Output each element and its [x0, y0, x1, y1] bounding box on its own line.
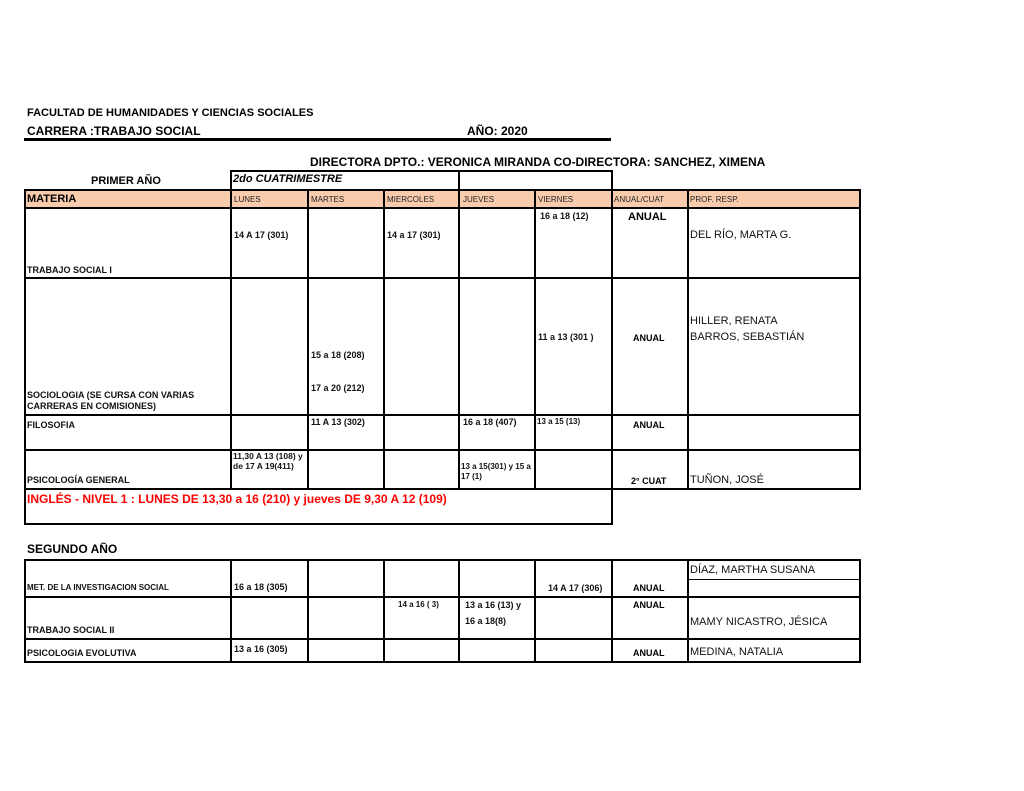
grid-h: [24, 207, 861, 209]
term-box-left: [230, 170, 232, 190]
row-subject-met-investigacion: MET. DE LA INVESTIGACION SOCIAL: [27, 583, 169, 592]
cell-jueves: 13 a 16 (13) y: [465, 600, 522, 610]
term-box-top: [230, 170, 613, 172]
grid-v: [859, 189, 861, 490]
grid-v: [534, 559, 536, 663]
grid-v: [230, 189, 232, 490]
cell-jueves: 16 a 18(8): [465, 616, 507, 626]
cell-martes: 15 a 18 (208): [311, 350, 365, 360]
cell-prof: MAMY NICASTRO, JÉSICA: [690, 616, 828, 628]
grid-v: [307, 559, 309, 663]
term-box-mid: [458, 170, 460, 190]
grid-h: [24, 523, 613, 525]
row-subject-psicologia-evolutiva: PSICOLOGIA EVOLUTIVA: [27, 648, 137, 658]
grid-v: [687, 189, 689, 490]
grid-v: [383, 559, 385, 663]
term-box-right: [611, 170, 613, 190]
grid-v: [383, 189, 385, 490]
cell-miercoles: 14 a 17 (301): [387, 230, 441, 240]
cell-martes: 17 a 20 (212): [311, 383, 365, 393]
row-subject-filosofia: FILOSOFIA: [27, 420, 75, 430]
grid-h: [24, 559, 861, 561]
grid-h: [24, 414, 861, 416]
cell-anual: ANUAL: [633, 648, 665, 658]
grid-v: [458, 559, 460, 663]
cell-viernes: 11 a 13 (301 ): [538, 332, 594, 342]
grid-v: [611, 559, 613, 663]
cell-anual: ANUAL: [633, 420, 665, 430]
grid-h: [24, 449, 861, 451]
cell-viernes: 16 a 18 (12): [540, 211, 589, 221]
directors-line: DIRECTORA DPTO.: VERONICA MIRANDA CO-DIRECTORA: SANCHEZ, XIMENA: [310, 155, 766, 169]
cell-lunes: 13 a 16 (305): [234, 644, 288, 654]
cell-miercoles: 14 a 16 ( 3): [398, 600, 439, 609]
row-subject-trabajo-social-1: TRABAJO SOCIAL I: [27, 265, 112, 275]
faculty-title: FACULTAD DE HUMANIDADES Y CIENCIAS SOCIALES: [27, 107, 314, 119]
first-year-label: PRIMER AÑO: [91, 175, 161, 187]
second-year-label: SEGUNDO AÑO: [27, 542, 118, 556]
grid-v: [859, 559, 861, 663]
cell-prof: BARROS, SEBASTIÁN: [690, 331, 805, 343]
cell-martes: 11 A 13 (302): [311, 417, 365, 427]
grid-h: [24, 488, 861, 490]
grid-h: [24, 189, 861, 191]
cell-jueves: 16 a 18 (407): [463, 417, 517, 427]
grid-v: [24, 189, 26, 525]
col-viernes: VIERNES: [538, 195, 574, 204]
cell-viernes: 13 a 15 (13): [537, 417, 581, 426]
cell-anual: ANUAL: [633, 333, 665, 343]
grid-v: [230, 559, 232, 663]
cell-prof: HILLER, RENATA: [690, 315, 778, 327]
grid-v: [458, 189, 460, 490]
grid-h: [24, 661, 861, 663]
year-label: AÑO: 2020: [467, 124, 528, 138]
grid-h: [687, 579, 860, 580]
grid-v: [687, 559, 689, 663]
cell-anual: ANUAL: [628, 211, 667, 223]
grid-v: [24, 559, 26, 663]
row-subject-trabajo-social-2: TRABAJO SOCIAL II: [27, 625, 115, 635]
grid-h: [24, 596, 861, 598]
col-miercoles: MIERCOLES: [387, 195, 435, 204]
term-label: 2do CUATRIMESTRE: [233, 173, 343, 185]
cell-prof: DÍAZ, MARTHA SUSANA: [690, 564, 816, 576]
col-anual: ANUAL/CUAT: [614, 195, 665, 204]
cell-lunes: 14 A 17 (301): [234, 230, 289, 240]
col-lunes: LUNES: [234, 195, 261, 204]
grid-h: [24, 638, 861, 640]
grid-v: [611, 189, 613, 525]
english-note: INGLÉS - NIVEL 1 : LUNES DE 13,30 a 16 (210) y jueves DE 9,30 A 12 (109): [27, 492, 447, 506]
cell-anual: ANUAL: [633, 583, 665, 593]
grid-h: [24, 277, 861, 279]
col-prof: PROF. RESP.: [690, 195, 739, 204]
cell-prof: DEL RÍO, MARTA G.: [690, 229, 792, 241]
cell-viernes: 14 A 17 (306): [548, 583, 603, 593]
cell-lunes: 16 a 18 (305): [234, 582, 288, 592]
title-rule: [24, 138, 611, 141]
col-martes: MARTES: [311, 195, 345, 204]
cell-prof: TUÑON, JOSÉ: [690, 474, 764, 486]
cell-anual: ANUAL: [633, 600, 665, 610]
career-title: CARRERA :TRABAJO SOCIAL: [27, 124, 201, 138]
grid-v: [307, 189, 309, 490]
row-subject-psicologia-general: PSICOLOGÍA GENERAL: [27, 475, 130, 485]
cell-anual: 2° CUAT: [631, 476, 667, 486]
col-jueves: JUEVES: [463, 195, 495, 204]
row-subject-sociologia: SOCIOLOGIA (SE CURSA CON VARIAS CARRERAS EN COMISIONES): [27, 390, 195, 411]
col-materia: MATERIA: [27, 193, 77, 205]
cell-lunes: 11,30 A 13 (108) y de 17 A 19(411): [233, 451, 303, 471]
cell-prof: MEDINA, NATALIA: [690, 646, 784, 658]
grid-v: [534, 189, 536, 490]
cell-jueves: 13 a 15(301) y 15 a 17 (1): [461, 462, 531, 481]
